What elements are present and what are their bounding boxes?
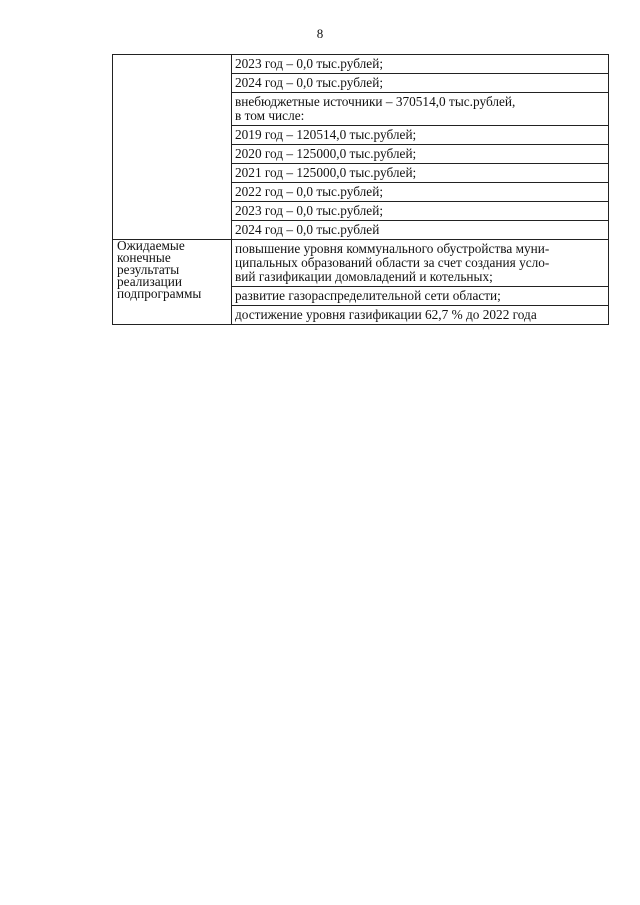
results-label-line: результаты — [117, 262, 180, 277]
funding-line: 2022 год – 0,0 тыс.рублей; — [232, 183, 608, 202]
results-label-cell — [113, 240, 232, 325]
program-table — [112, 54, 609, 325]
result-item-text: повышение уровня коммунального обустройства муни- — [235, 241, 550, 256]
empty-label-cell — [113, 55, 232, 240]
result-item-text: ципальных образований области за счет создания усло- — [235, 255, 550, 270]
funding-cell — [232, 55, 609, 240]
funding-line: 2023 год – 0,0 тыс.рублей; — [232, 202, 608, 221]
result-item — [232, 240, 608, 287]
page-number: 8 — [316, 26, 324, 41]
funding-line-offbudget — [232, 93, 608, 126]
funding-line: 2024 год – 0,0 тыс.рублей — [235, 222, 380, 237]
result-item: развитие газораспределительной сети области; — [232, 287, 608, 306]
funding-line: 2023 год – 0,0 тыс.рублей; — [232, 55, 608, 74]
result-item: достижение уровня газификации 62,7 % до 2022 года — [235, 307, 537, 322]
results-label-line: конечные — [117, 250, 171, 265]
results-label-line: подпрограммы — [117, 286, 202, 301]
table-row-funding — [113, 55, 609, 240]
funding-line-text: внебюджетные источники – 370514,0 тыс.рублей, — [235, 94, 516, 109]
result-item-text: вий газификации домовладений и котельных; — [235, 269, 493, 284]
table-row-results — [113, 240, 609, 325]
funding-line: 2019 год – 120514,0 тыс.рублей; — [232, 126, 608, 145]
results-label-line: реализации — [117, 274, 182, 289]
results-cell — [232, 240, 609, 325]
funding-line: 2020 год – 125000,0 тыс.рублей; — [232, 145, 608, 164]
funding-line: 2024 год – 0,0 тыс.рублей; — [232, 74, 608, 93]
funding-line: 2021 год – 125000,0 тыс.рублей; — [232, 164, 608, 183]
results-label-line: Ожидаемые — [117, 238, 185, 253]
funding-line-text: в том числе: — [235, 108, 305, 123]
